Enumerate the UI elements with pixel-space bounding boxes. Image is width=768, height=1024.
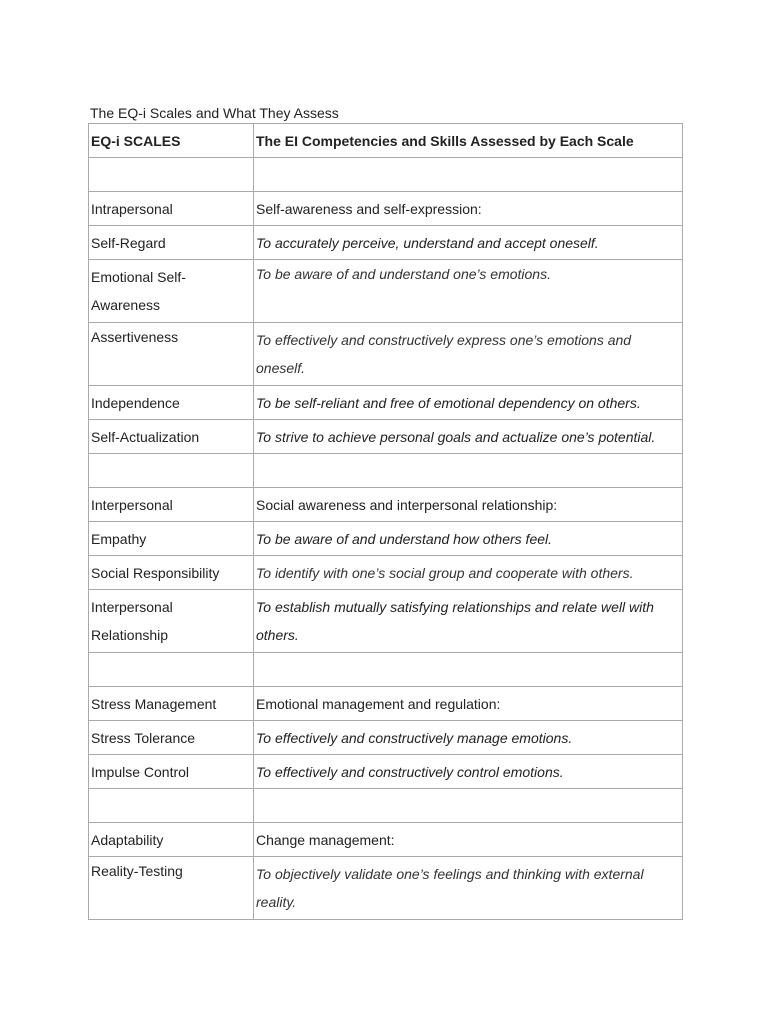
- desc-cell: [254, 158, 683, 192]
- desc-cell: To be aware of and understand how others feel.: [254, 522, 683, 556]
- table-row: [89, 755, 683, 789]
- desc-cell: Social awareness and interpersonal relationship:: [254, 488, 683, 522]
- desc-cell: To objectively validate one’s feelings and thinking with external reality.: [254, 857, 683, 920]
- header-competencies: The EI Competencies and Skills Assessed by Each Scale: [254, 124, 683, 158]
- scale-cell: [89, 789, 254, 823]
- scale-cell: Stress Tolerance: [89, 721, 254, 755]
- desc-cell: To accurately perceive, understand and accept oneself.: [254, 226, 683, 260]
- scale-cell: Interpersonal: [89, 488, 254, 522]
- desc-cell: To effectively and constructively express one’s emotions and oneself.: [254, 323, 683, 386]
- scale-cell: Self-Regard: [89, 226, 254, 260]
- table-row: [89, 226, 683, 260]
- scale-cell: Impulse Control: [89, 755, 254, 789]
- scale-cell: Interpersonal Relationship: [89, 590, 254, 653]
- desc-cell: To be self-reliant and free of emotional dependency on others.: [254, 386, 683, 420]
- scale-cell: Empathy: [89, 522, 254, 556]
- table-row: [89, 721, 683, 755]
- table-row: [89, 386, 683, 420]
- scale-cell: Adaptability: [89, 823, 254, 857]
- desc-cell: Emotional management and regulation:: [254, 687, 683, 721]
- scale-cell: Intrapersonal: [89, 192, 254, 226]
- scale-cell: Stress Management: [89, 687, 254, 721]
- table-row: [89, 687, 683, 721]
- scale-cell: [89, 158, 254, 192]
- header-scales: EQ-i SCALES: [89, 124, 254, 158]
- table-row: [89, 488, 683, 522]
- table-row: [89, 590, 683, 653]
- scale-cell: Reality-Testing: [89, 857, 254, 920]
- desc-cell: Self-awareness and self-expression:: [254, 192, 683, 226]
- table-header-row: [89, 124, 683, 158]
- desc-cell: [254, 454, 683, 488]
- scale-cell: Emotional Self-Awareness: [89, 260, 254, 323]
- table-row: [89, 260, 683, 323]
- table-row: [89, 454, 683, 488]
- table-row: [89, 420, 683, 454]
- desc-cell: To establish mutually satisfying relationships and relate well with others.: [254, 590, 683, 653]
- table-row: [89, 789, 683, 823]
- scale-cell: [89, 653, 254, 687]
- eq-i-scales-table: [88, 123, 683, 920]
- desc-cell: [254, 653, 683, 687]
- table-row: [89, 823, 683, 857]
- table-row: [89, 556, 683, 590]
- desc-cell: Change management:: [254, 823, 683, 857]
- table-row: [89, 192, 683, 226]
- table-row: [89, 653, 683, 687]
- table-row: [89, 323, 683, 386]
- scale-cell: Independence: [89, 386, 254, 420]
- scale-cell: Social Responsibility: [89, 556, 254, 590]
- table-row: [89, 522, 683, 556]
- table-row: [89, 857, 683, 920]
- scale-cell: [89, 454, 254, 488]
- scale-cell: Self-Actualization: [89, 420, 254, 454]
- desc-cell: To strive to achieve personal goals and actualize one’s potential.: [254, 420, 683, 454]
- document-title: The EQ-i Scales and What They Assess: [90, 105, 339, 121]
- desc-cell: To identify with one’s social group and cooperate with others.: [254, 556, 683, 590]
- desc-cell: To effectively and constructively control emotions.: [254, 755, 683, 789]
- desc-cell: To effectively and constructively manage emotions.: [254, 721, 683, 755]
- desc-cell: [254, 789, 683, 823]
- desc-cell: To be aware of and understand one’s emotions.: [254, 260, 683, 323]
- scale-cell: Assertiveness: [89, 323, 254, 386]
- table-row: [89, 158, 683, 192]
